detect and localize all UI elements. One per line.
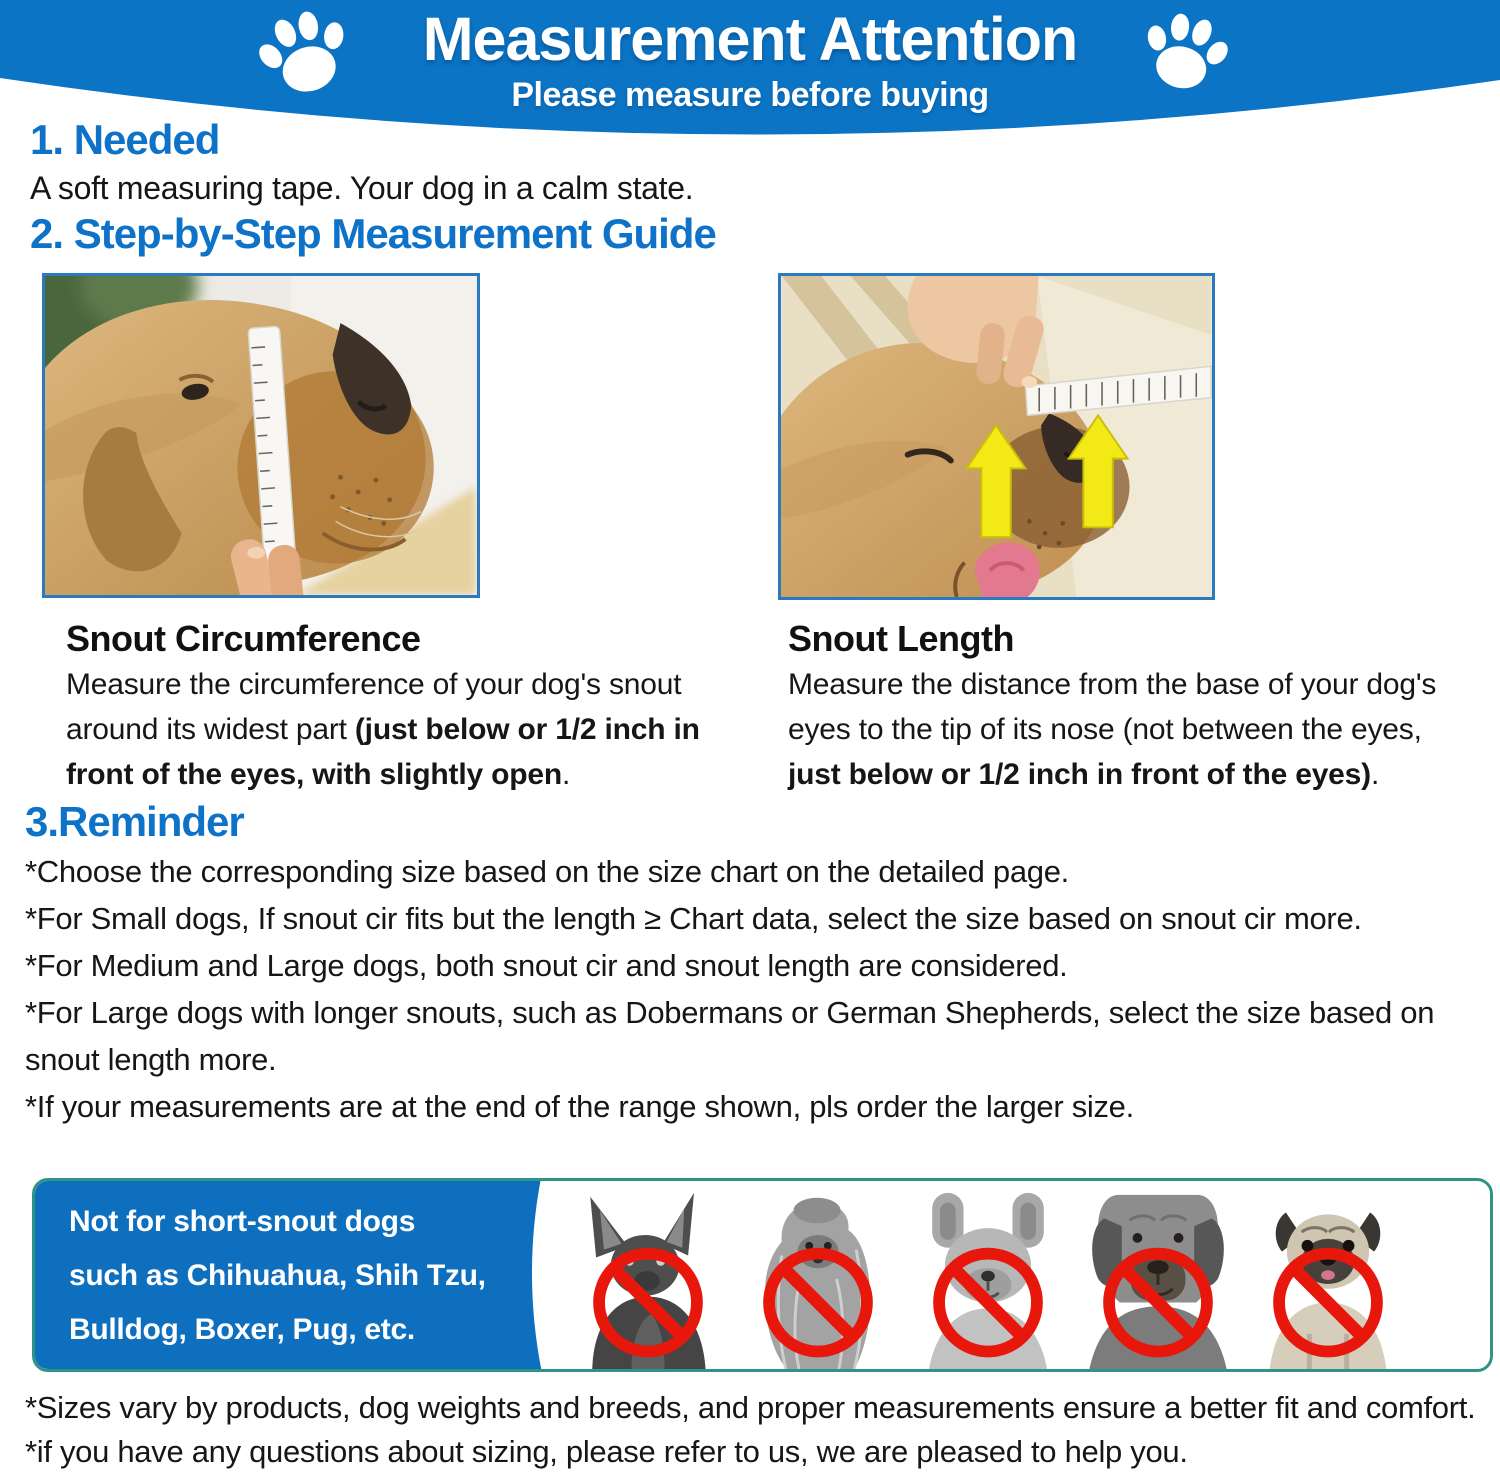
section-1-heading: 1. Needed [30, 116, 220, 163]
dog-photo-french-bulldog [903, 1187, 1073, 1372]
section-1-body: A soft measuring tape. Your dog in a calm state. [30, 170, 694, 206]
page-title: Measurement Attention [422, 5, 1078, 73]
reminder-item: *Choose the corresponding size based on the size chart on the detailed page. [25, 854, 1069, 889]
desc-text: Measure the distance from the base of your dog's eyes to the tip of its nose (not between the eyes, [788, 668, 1437, 746]
reminder-item: *For Medium and Large dogs, both snout cir and snout length are considered. [25, 948, 1068, 983]
section-2-heading: 2. Step-by-Step Measurement Guide [30, 210, 716, 257]
snout-circumference-photo [42, 273, 480, 598]
dog-photo-chihuahua [563, 1187, 733, 1372]
not-for-line: such as Chihuahua, Shih Tzu, [69, 1259, 486, 1292]
desc-text: Measure the circumference of your dog's snout around its widest part [66, 668, 682, 746]
snout-length-title: Snout Length [788, 618, 1014, 659]
reminder-item: *For Small dogs, If snout cir fits but the length ≥ Chart data, select the size based on snout cir more. [25, 901, 1362, 936]
snout-circumference-title: Snout Circumference [66, 618, 421, 659]
snout-circumference-desc [66, 662, 718, 797]
not-for-short-snout-box [32, 1178, 1493, 1372]
not-for-line: Not for short-snout dogs [69, 1205, 416, 1238]
desc-text-bold: just below or 1/2 inch in front of the eyes) [788, 758, 1371, 791]
snout-length-desc [788, 662, 1448, 797]
snout-length-illustration [781, 276, 1212, 597]
dog-photo-shih-tzu [733, 1187, 903, 1372]
desc-text-bold: (just below or 1/2 inch in front of the eyes, with slightly open [66, 713, 700, 791]
dog-photo-pug [1243, 1187, 1413, 1372]
reminder-item: *If your measurements are at the end of the range shown, pls order the larger size. [25, 1089, 1134, 1124]
footer-note: *if you have any questions about sizing, please refer to us, we are pleased to help you. [25, 1434, 1188, 1469]
not-for-line: Bulldog, Boxer, Pug, etc. [69, 1313, 415, 1346]
reminder-list [25, 848, 1477, 1130]
snout-circumference-illustration [45, 276, 477, 595]
page-subtitle: Please measure before buying [511, 76, 989, 114]
reminder-item: *For Large dogs with longer snouts, such as Dobermans or German Shepherds, select the size based on snout length more. [25, 995, 1435, 1077]
desc-text: . [561, 758, 571, 791]
section-3-heading: 3.Reminder [25, 798, 244, 845]
not-for-text [69, 1195, 486, 1357]
dog-photo-mastiff [1073, 1187, 1243, 1372]
snout-length-photo [778, 273, 1215, 600]
desc-text: . [1370, 758, 1380, 791]
footer-note: *Sizes vary by products, dog weights and breeds, and proper measurements ensure a better fit and comfort. [25, 1390, 1476, 1425]
